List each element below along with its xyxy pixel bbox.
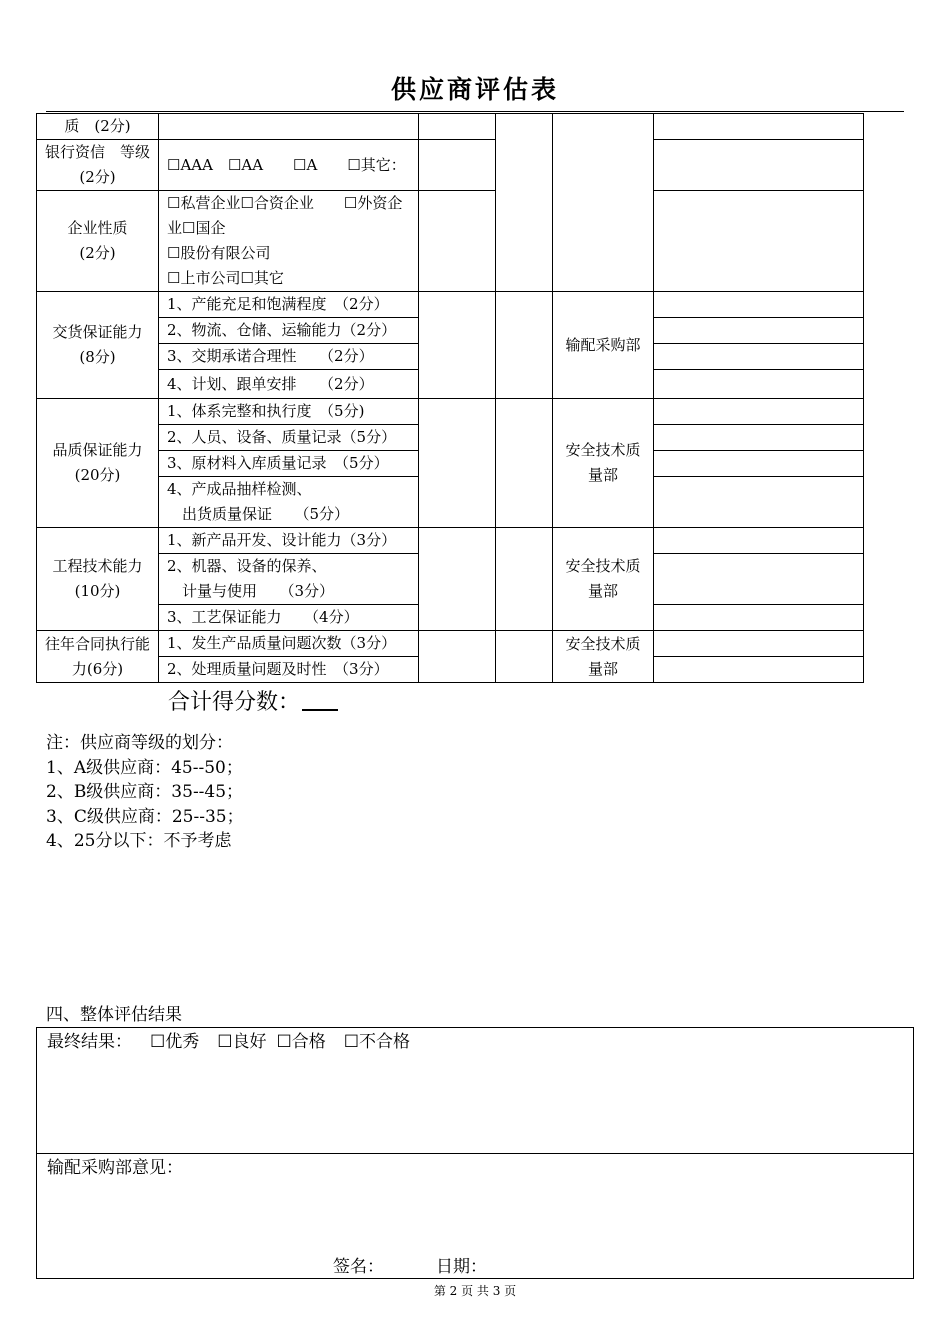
category-cell: 质 (2分) [37,114,159,140]
remark-cell[interactable] [654,344,864,370]
item-cell: 2、处理质量问题及时性 （3分） [159,657,419,683]
dept-cell [553,114,654,292]
item-cell: 2、物流、仓储、运输能力（2分） [159,318,419,344]
date-label: 日期： [436,1257,487,1277]
item-cell: 1、发生产品质量问题次数（3分） [159,631,419,657]
opinion-label: 输配采购部意见： [47,1158,183,1178]
item-cell [159,114,419,140]
total-score-blank[interactable] [302,689,338,711]
remark-cell[interactable] [654,425,864,451]
item-cell: 2、人员、设备、质量记录（5分） [159,425,419,451]
weight-cell[interactable] [496,631,553,683]
option-fail[interactable]: ☐不合格 [343,1032,410,1052]
option-excellent[interactable]: ☐优秀 [150,1032,200,1052]
category-cell: 工程技术能力(10分) [37,528,159,631]
item-cell: 3、工艺保证能力 （4分） [159,605,419,631]
score-cell[interactable] [419,631,496,683]
remark-cell[interactable] [654,140,864,191]
note-line: 3、C级供应商：25--35； [46,806,244,827]
note-line: 2、B级供应商：35--45； [46,782,244,802]
remark-cell[interactable] [654,318,864,344]
category-cell: 品质保证能力(20分) [37,399,159,528]
note-line: 1、A级供应商：45--50； [46,757,243,778]
remark-cell[interactable] [654,554,864,605]
remark-cell[interactable] [654,657,864,683]
table-row [37,399,864,425]
table-row [37,191,864,292]
title-rule [46,111,904,112]
item-cell: 3、原材料入库质量记录 （5分） [159,451,419,477]
table-row [37,631,864,657]
category-cell: 银行资信 等级(2分) [37,140,159,191]
table-row [37,114,864,140]
table-row [37,292,864,318]
score-cell[interactable] [419,191,496,292]
item-cell: 1、产能充足和饱满程度 （2分） [159,292,419,318]
remark-cell[interactable] [654,292,864,318]
option-good[interactable]: ☐良好 [217,1032,267,1052]
final-result-label: 最终结果： [47,1032,132,1052]
dept-cell: 输配采购部 [553,292,654,399]
remark-cell[interactable] [654,191,864,292]
note-line: 4、25分以下：不予考虑 [46,831,232,851]
score-cell[interactable] [419,292,496,399]
grade-notes [46,731,244,854]
dept-cell: 安全技术质量部 [553,528,654,631]
item-cell: 2、机器、设备的保养、 计量与使用 （3分） [159,554,419,605]
total-score-label: 合计得分数： [168,690,301,715]
dept-cell: 安全技术质量部 [553,631,654,683]
score-cell[interactable] [419,140,496,191]
table-row [37,140,864,191]
remark-cell[interactable] [654,399,864,425]
remark-cell[interactable] [654,477,864,528]
option-pass[interactable]: ☐合格 [276,1032,326,1052]
remark-cell[interactable] [654,528,864,554]
total-score [168,688,338,718]
final-result [47,1030,410,1054]
signature-line [333,1255,487,1279]
item-cell: 4、计划、跟单安排 （2分） [159,370,419,399]
item-cell: 4、产成品抽样检测、 出货质量保证 （5分） [159,477,419,528]
result-box [36,1027,914,1279]
sign-label: 签名： [333,1257,384,1277]
table-row [37,528,864,554]
weight-cell[interactable] [496,292,553,399]
note-line: 注：供应商等级的划分： [46,733,233,753]
remark-cell[interactable] [654,631,864,657]
item-cell: 3、交期承诺合理性 （2分） [159,344,419,370]
remark-cell[interactable] [654,605,864,631]
section-title: 四、整体评估结果 [46,1005,182,1025]
item-cell: 1、新产品开发、设计能力（3分） [159,528,419,554]
item-cell: ☐AAA ☐AA ☐A ☐其它： [159,140,419,191]
category-cell: 企业性质 (2分) [37,191,159,292]
score-cell[interactable] [419,114,496,140]
weight-cell[interactable] [496,399,553,528]
weight-cell[interactable] [496,528,553,631]
page-footer: 第 2 页 共 3 页 [433,1284,517,1298]
category-cell: 往年合同执行能力(6分) [37,631,159,683]
score-cell[interactable] [419,399,496,528]
dept-cell: 安全技术质量部 [553,399,654,528]
item-cell: 1、体系完整和执行度 （5分) [159,399,419,425]
evaluation-table [36,113,864,683]
score-cell[interactable] [419,528,496,631]
remark-cell[interactable] [654,451,864,477]
page-title: 供应商评估表 [390,75,559,104]
divider [37,1153,913,1154]
item-cell: ☐私营企业☐合资企业 ☐外资企业☐国企 ☐股份有限公司 ☐上市公司☐其它 [159,191,419,292]
category-cell: 交货保证能力(8分) [37,292,159,399]
remark-cell[interactable] [654,370,864,399]
weight-cell[interactable] [496,114,553,292]
remark-cell[interactable] [654,114,864,140]
